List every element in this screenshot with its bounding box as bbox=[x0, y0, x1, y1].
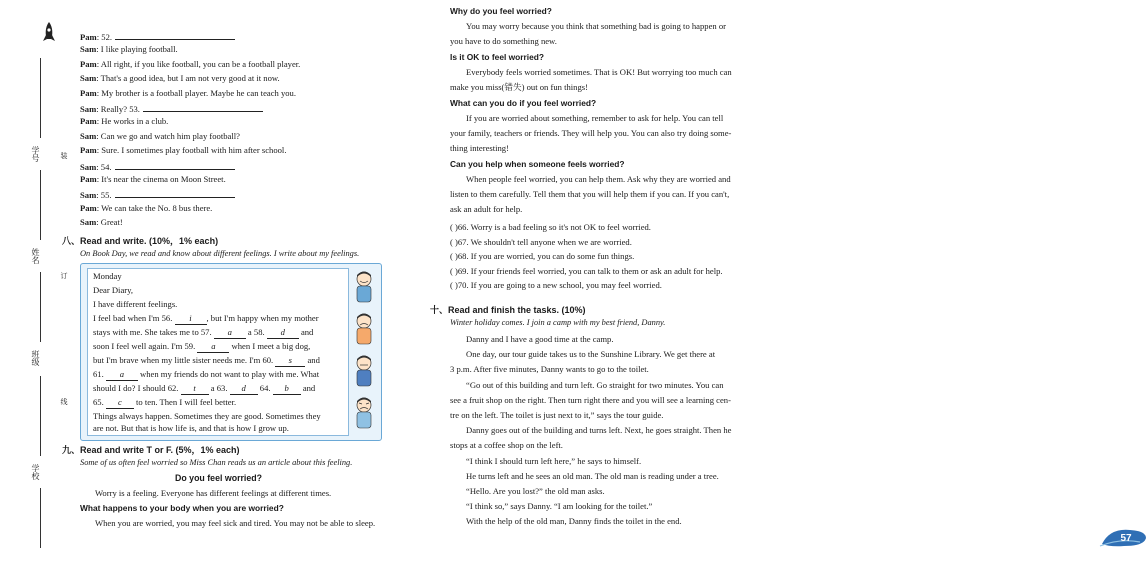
diary-box bbox=[80, 263, 382, 441]
tf-answer-slot[interactable]: ( ) bbox=[450, 265, 458, 276]
article-question-4: What can you do if you feel worried? bbox=[450, 98, 597, 108]
section-10-heading bbox=[430, 303, 586, 316]
dialogue-text: It's near the cinema on Moon Street. bbox=[101, 174, 226, 184]
diary-line-3: I have different feelings. bbox=[93, 299, 178, 309]
blank-61[interactable]: a bbox=[106, 369, 138, 381]
article-question-3: Is it OK to feel worried? bbox=[450, 52, 544, 62]
article-title: Do you feel worried? bbox=[175, 473, 263, 483]
tf-question bbox=[450, 266, 723, 277]
story-line: “I think so,” says Danny. “I am looking for the toilet.” bbox=[466, 501, 653, 512]
story-line: “Go out of this building and turn left. Go straight for two minutes. You can bbox=[466, 379, 724, 390]
binding-label-name: 姓名 bbox=[31, 248, 40, 264]
article-paragraph-6a: When people feel worried, you can help them. Ask why they are worried and bbox=[466, 174, 731, 184]
tf-question bbox=[450, 222, 651, 233]
story-line: Danny and I have a good time at the camp. bbox=[466, 334, 614, 344]
section-8-title: Read and write. (10%，1% each) bbox=[80, 236, 219, 246]
speaker-name: Sam bbox=[80, 161, 97, 172]
page-number-badge bbox=[1100, 526, 1148, 548]
section-8-intro: On Book Day, we read and know about different feelings. I write about my feelings. bbox=[80, 249, 360, 258]
article-paragraph-6b: listen to them carefully. Tell them that you will help them if you can. If you can't, bbox=[450, 189, 730, 199]
tf-answer-slot[interactable]: ( ) bbox=[450, 280, 458, 291]
article-question-5: Can you help when someone feels worried? bbox=[450, 159, 625, 169]
dialogue-line: Pam: Sure. I sometimes play football with him after school. bbox=[80, 145, 287, 156]
dialogue-line: Sam: 55. bbox=[80, 188, 235, 201]
section-10-intro: Winter holiday comes. I join a camp with my best friend, Danny. bbox=[450, 318, 666, 327]
dialogue-text: Sure. I sometimes play football with him after school. bbox=[101, 145, 287, 156]
story-line: “Hello. Are you lost?” the old man asks. bbox=[466, 486, 605, 496]
diary-greeting: Dear Diary, bbox=[93, 285, 134, 295]
dialogue-text: Can we go and watch him play football? bbox=[100, 130, 240, 141]
binding-mark-3: 线 bbox=[60, 398, 67, 405]
dialogue-line: Sam: I like playing football. bbox=[80, 44, 178, 55]
blank-62[interactable]: t bbox=[181, 383, 209, 395]
story-line: stops at a coffee shop on the left. bbox=[450, 440, 563, 451]
diary-day: Monday bbox=[93, 271, 122, 281]
article-question-1: What happens to your body when you are worried? bbox=[80, 503, 284, 513]
diary-line-9: should I do? I should 62. t a 63. d 64. b and bbox=[93, 383, 316, 393]
dialogue-text: My brother is a football player. Maybe he can teach you. bbox=[101, 87, 296, 98]
diary-line-5: stays with me. She takes me to 57. a a 58. d and bbox=[93, 327, 314, 337]
article-paragraph-3a: You may worry because you think that something bad is going to happen or bbox=[466, 21, 727, 31]
dialogue-text: 54. bbox=[100, 161, 112, 172]
diary-line-8: 61. a when my friends do not want to play with me. What bbox=[93, 369, 320, 379]
dialogue-text: He works in a club. bbox=[101, 116, 169, 127]
tf-question bbox=[450, 280, 662, 291]
diary-line-11: Things always happen. Sometimes they are good. Sometimes they bbox=[93, 411, 321, 421]
page-number: 57 bbox=[1120, 533, 1132, 544]
binding-mark-1: 装 bbox=[60, 152, 67, 159]
left-page bbox=[0, 0, 400, 566]
speaker-name: Sam bbox=[80, 73, 97, 84]
dialogue-line: Pam: It's near the cinema on Moon Street. bbox=[80, 174, 226, 184]
section-9-intro: Some of us often feel worried so Miss Chan reads us an article about this feeling. bbox=[80, 458, 353, 467]
speaker-name: Sam bbox=[80, 130, 97, 141]
dialogue-line: Pam: We can take the No. 8 bus there. bbox=[80, 202, 213, 213]
dialogue-line: Sam: Great! bbox=[80, 217, 123, 228]
story-line: He turns left and he sees an old man. The old man is reading under a tree. bbox=[466, 470, 719, 481]
story-line: Danny goes out of the building and turns left. Next, he goes straight. Then he bbox=[466, 425, 732, 436]
story-line: “I think I should turn left here,” he says to himself. bbox=[466, 455, 642, 466]
dialogue-line: Pam: All right, if you like football, you can be a football player. bbox=[80, 58, 301, 69]
dialogue-text: 55. bbox=[100, 190, 112, 201]
article-paragraph-1: Worry is a feeling. Everyone has different feelings at different times. bbox=[95, 488, 332, 498]
dialogue-text: That's a good idea, but I am not very good at it now. bbox=[100, 73, 280, 84]
article-paragraph-5a: If you are worried about something, remember to ask for help. You can tell bbox=[466, 113, 724, 123]
story-line: see a fruit shop on the right. Then turn right there and you will see a learning cen- bbox=[450, 394, 731, 405]
dialogue-text: Great! bbox=[100, 217, 123, 228]
happy-kid-icon bbox=[351, 270, 377, 304]
diary-line-6: soon I feel well again. I'm 59. a when I meet a big dog, bbox=[93, 341, 311, 351]
dialogue-line: Pam: 52. bbox=[80, 30, 235, 43]
article-paragraph-2: When you are worried, you may feel sick and tired. You may not be able to sleep. bbox=[95, 518, 376, 528]
tf-question bbox=[450, 251, 634, 262]
tf-answer-slot[interactable]: ( ) bbox=[450, 222, 458, 232]
tf-number: 69. bbox=[457, 265, 469, 276]
article-paragraph-3b: you have to do something new. bbox=[450, 36, 557, 46]
speaker-name: Pam bbox=[80, 202, 97, 213]
section-8-number: 八、 bbox=[62, 236, 81, 246]
speaker-name: Sam bbox=[80, 217, 97, 228]
tf-text: We shouldn't tell anyone when we are worried. bbox=[470, 236, 632, 247]
diary-line-7: but I'm brave when my little sister needs me. I'm 60. s and bbox=[93, 355, 320, 365]
dialogue-text: I like playing football. bbox=[100, 44, 178, 55]
blank-58[interactable]: d bbox=[267, 327, 299, 339]
right-page bbox=[400, 0, 1132, 566]
dialogue-line: Pam: He works in a club. bbox=[80, 116, 169, 127]
blank-57[interactable]: a bbox=[214, 327, 246, 339]
section-8-heading bbox=[62, 234, 218, 247]
dialogue-line: Pam: My brother is a football player. Maybe he can teach you. bbox=[80, 87, 296, 98]
speaker-name: Pam bbox=[80, 174, 97, 184]
story-line: 3 p.m. After five minutes, Danny wants to go to the toilet. bbox=[450, 364, 649, 375]
binding-label-school: 学校 bbox=[31, 464, 40, 480]
speaker-name: Pam bbox=[80, 32, 97, 42]
speaker-name: Pam bbox=[80, 116, 97, 127]
tf-text: If you are worried, you can do some fun things. bbox=[470, 251, 635, 262]
section-10-number: 十、 bbox=[430, 305, 449, 315]
blank-64[interactable]: b bbox=[273, 383, 301, 395]
dialogue-line: Sam: Can we go and watch him play football? bbox=[80, 130, 240, 141]
blank-56[interactable]: i bbox=[175, 313, 207, 325]
dialogue-text: We can take the No. 8 bus there. bbox=[101, 202, 213, 213]
diary-line-4: I feel bad when I'm 56. i , but I'm happy when my mother bbox=[93, 313, 319, 323]
article-paragraph-5b: your family, teachers or friends. They will help you. You can also try doing some- bbox=[450, 128, 732, 138]
article-paragraph-4b: make you miss(错失) out on fun things! bbox=[450, 82, 588, 92]
tf-number: 70. bbox=[457, 280, 469, 291]
article-question-2: Why do you feel worried? bbox=[450, 6, 552, 16]
article-paragraph-6c: ask an adult for help. bbox=[450, 204, 523, 214]
speaker-name: Sam bbox=[80, 44, 97, 55]
speaker-name: Sam bbox=[80, 190, 97, 201]
story-line: With the help of the old man, Danny finds the toilet in the end. bbox=[466, 516, 682, 527]
speaker-name: Pam bbox=[80, 87, 97, 98]
binding-mark-2: 订 bbox=[60, 272, 67, 279]
dialogue-text: Really? 53. bbox=[100, 104, 140, 114]
angry-kid-icon bbox=[351, 396, 377, 430]
section-9-title: Read and write T or F. (5%，1% each) bbox=[80, 445, 240, 455]
tf-answer-slot[interactable]: ( ) bbox=[450, 251, 458, 262]
answer-blank[interactable] bbox=[115, 30, 235, 40]
tf-question bbox=[450, 237, 632, 248]
section-9-number: 九、 bbox=[62, 445, 81, 455]
speaker-name: Sam bbox=[80, 104, 97, 114]
article-paragraph-4a: Everybody feels worried sometimes. That is OK! But worrying too much can bbox=[466, 67, 732, 77]
tf-number: 68. bbox=[457, 251, 469, 262]
diary-line-10: 65. c to ten. Then I will feel better. bbox=[93, 397, 237, 407]
speaker-name: Pam bbox=[80, 58, 97, 69]
dialogue-line: Sam: That's a good idea, but I am not very good at it now. bbox=[80, 73, 280, 84]
sick-kid-icon bbox=[351, 312, 377, 346]
tf-number: 66. bbox=[457, 222, 469, 232]
tf-answer-slot[interactable]: ( ) bbox=[450, 236, 458, 247]
answer-blank[interactable] bbox=[115, 188, 235, 198]
answer-blank[interactable] bbox=[115, 160, 235, 170]
speaker-name: Pam bbox=[80, 145, 97, 156]
story-line: One day, our tour guide takes us to the Sunshine Library. We get there at bbox=[466, 349, 716, 360]
tf-text: If you are going to a new school, you may feel worried. bbox=[470, 280, 662, 291]
brave-kid-icon bbox=[351, 354, 377, 388]
binding-label-class: 班级 bbox=[31, 350, 40, 366]
dialogue-text: All right, if you like football, you can be a football player. bbox=[100, 58, 301, 69]
blank-60[interactable]: s bbox=[275, 355, 305, 367]
binding-label-id: 学号 bbox=[31, 146, 40, 162]
blank-65[interactable]: c bbox=[106, 397, 134, 409]
answer-blank[interactable] bbox=[143, 102, 263, 112]
dialogue-text: 52. bbox=[101, 32, 113, 42]
dialogue-line: Sam: Really? 53. bbox=[80, 102, 263, 115]
diary-page bbox=[87, 268, 349, 436]
blank-59[interactable]: a bbox=[197, 341, 229, 353]
story-line: tre on the left. The toilet is just next to it,” says the tour guide. bbox=[450, 410, 664, 420]
article-paragraph-5c: thing interesting! bbox=[450, 143, 509, 153]
diary-line-12: are not. But that is how life is, and that is how I grow up. bbox=[93, 423, 289, 433]
blank-63[interactable]: d bbox=[230, 383, 258, 395]
tf-number: 67. bbox=[457, 236, 469, 247]
tf-text: If your friends feel worried, you can talk to them or ask an adult for help. bbox=[470, 265, 723, 276]
section-9-heading bbox=[62, 443, 240, 456]
tf-text: Worry is a bad feeling so it's not OK to feel worried. bbox=[470, 222, 651, 232]
dialogue-line: Sam: 54. bbox=[80, 160, 235, 173]
section-10-title: Read and finish the tasks. (10%) bbox=[448, 305, 586, 315]
